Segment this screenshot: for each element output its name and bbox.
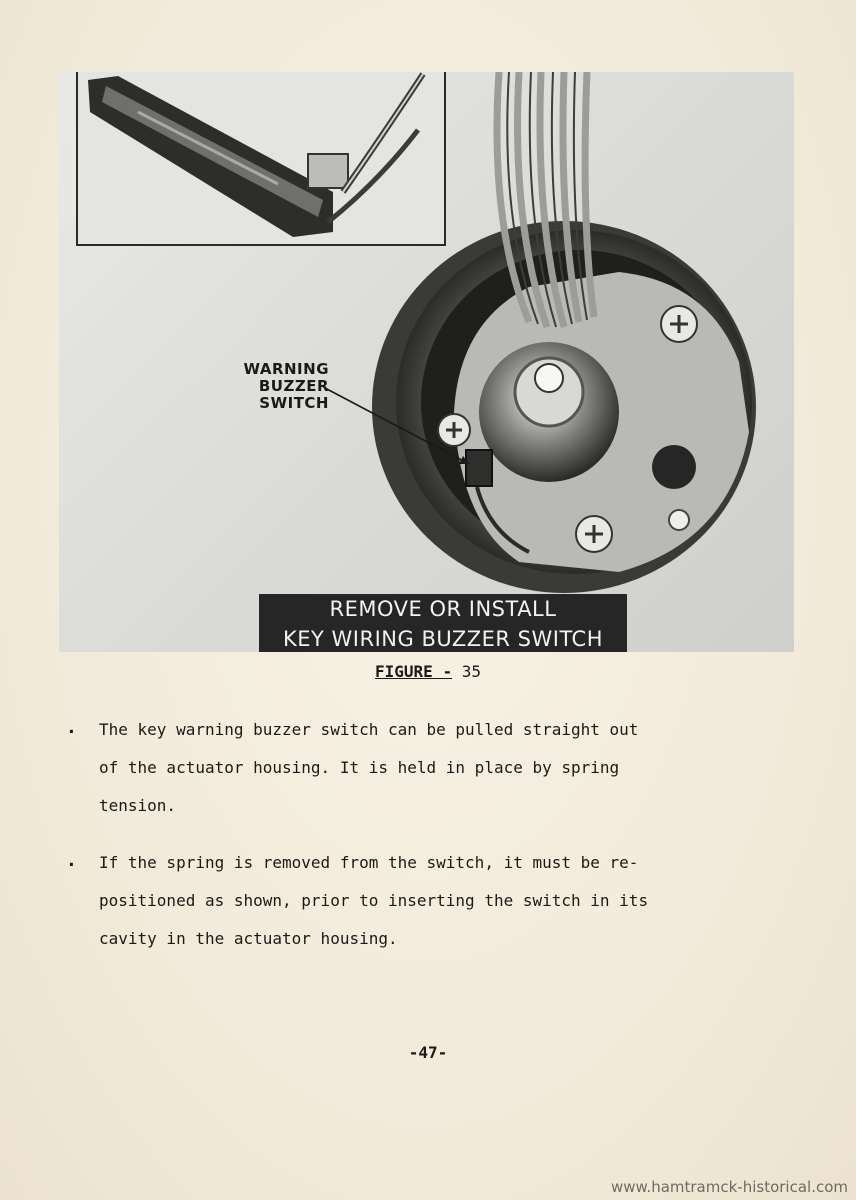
callout-line-3: SWITCH bbox=[259, 394, 329, 412]
paragraph-2-bullet: . bbox=[66, 850, 77, 871]
banner-line-1: REMOVE OR INSTALL bbox=[329, 597, 557, 621]
switch-detail-illustration bbox=[78, 72, 444, 244]
callout-line-1: WARNING bbox=[243, 360, 329, 378]
figure-banner bbox=[259, 594, 627, 652]
figure-caption-number: 35 bbox=[461, 662, 481, 681]
figure-caption bbox=[0, 662, 856, 681]
page-number: -47- bbox=[408, 1043, 448, 1062]
warning-buzzer-switch-callout bbox=[209, 361, 329, 412]
paragraph-1-bullet: . bbox=[66, 717, 77, 738]
banner-line-2: KEY WIRING BUZZER SWITCH bbox=[283, 627, 603, 651]
figure-caption-label: FIGURE - bbox=[375, 662, 453, 681]
paragraph-1: The key warning buzzer switch can be pulled straight out of the actuator housing. It is held in place by spring tension. bbox=[99, 720, 639, 815]
figure-photo bbox=[59, 72, 794, 652]
paragraph-2: If the spring is removed from the switch, it must be re- positioned as shown, prior to inserting the switch in its cavity in the actuator housing. bbox=[99, 853, 649, 948]
site-watermark: www.hamtramck-historical.com bbox=[611, 1178, 848, 1196]
callout-line-2: BUZZER bbox=[258, 377, 329, 395]
inset-photo bbox=[76, 72, 446, 246]
buzzer-switch bbox=[466, 450, 492, 486]
